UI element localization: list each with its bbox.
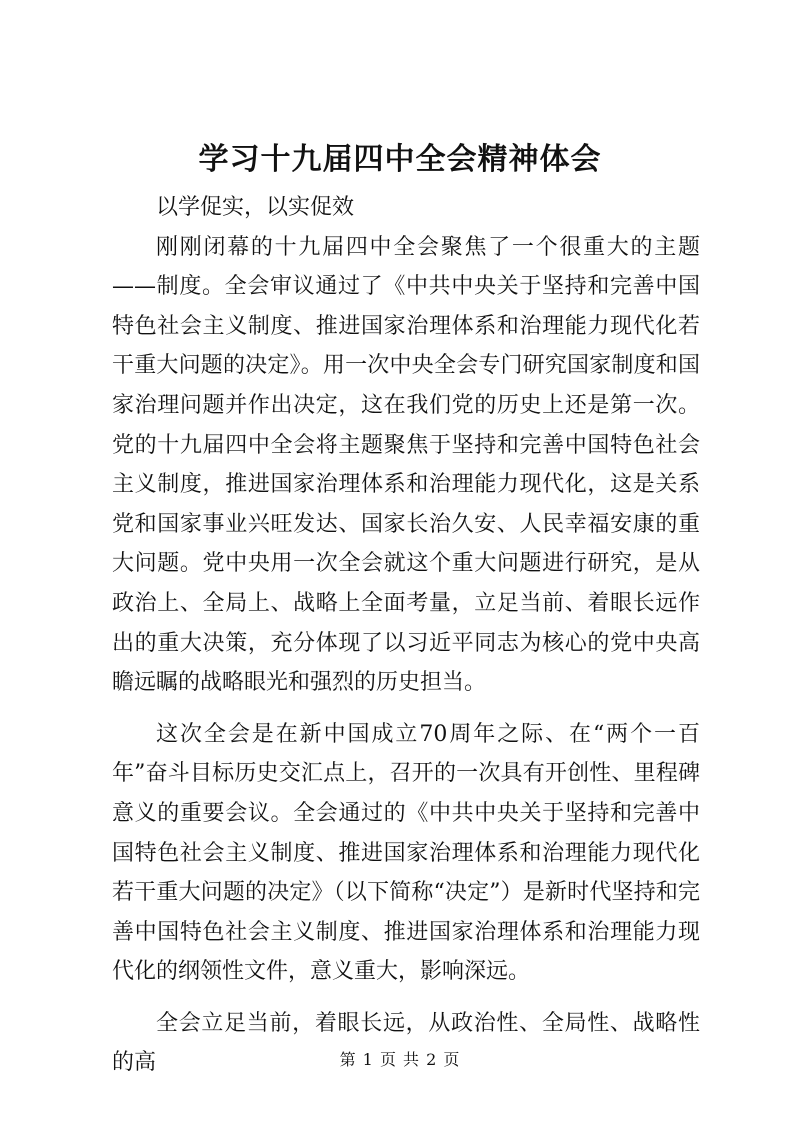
subtitle-paragraph: 以学促实，以实促效: [156, 195, 355, 220]
body-paragraph: 全会立足当前，着眼长远，从政治性、全局性、战略性的高: [112, 1010, 700, 1076]
page-footer: 第 1 页 共 2 页: [339, 1050, 461, 1069]
page-title: 学习十九届四中全会精神体会: [198, 142, 602, 177]
document-body: [112, 188, 700, 1083]
body-paragraph: 刚刚闭幕的十九届四中全会聚焦了一个很重大的主题——制度。全会审议通过了《中共中央关于坚持和完善中国特色社会主义制度、推进国家治理体系和治理能力现代化若干重大问题的决定》。用一次中央全会专门研究国家制度和国家治理问题并作出决定，这在我们党的历史上还是第一次。党的十九届四中全会将主题聚焦于坚持和完善中国特色社会主义制度，推进国家治理体系和治理能力现代化，这是关系党和国家事业兴旺发达、国家长治久安、人民幸福安康的重大问题。党中央用一次全会就这个重大问题进行研究，是从政治上、全局上、战略上全面考量，立足当前、着眼长远作出的重大决策，充分体现了以习近平同志为核心的党中央高瞻远瞩的战略眼光和强烈的历史担当。: [112, 234, 700, 696]
body-paragraph: 这次全会是在新中国成立70周年之际、在“两个一百年”奋斗目标历史交汇点上，召开的一次具有开创性、里程碑意义的重要会议。全会通过的《中共中央关于坚持和完善中国特色社会主义制度、推进国家治理体系和治理能力现代化若干重大问题的决定》（以下简称“决定”）是新时代坚持和完善中国特色社会主义制度、推进国家治理体系和治理能力现代化的纲领性文件，意义重大，影响深远。: [112, 721, 700, 985]
